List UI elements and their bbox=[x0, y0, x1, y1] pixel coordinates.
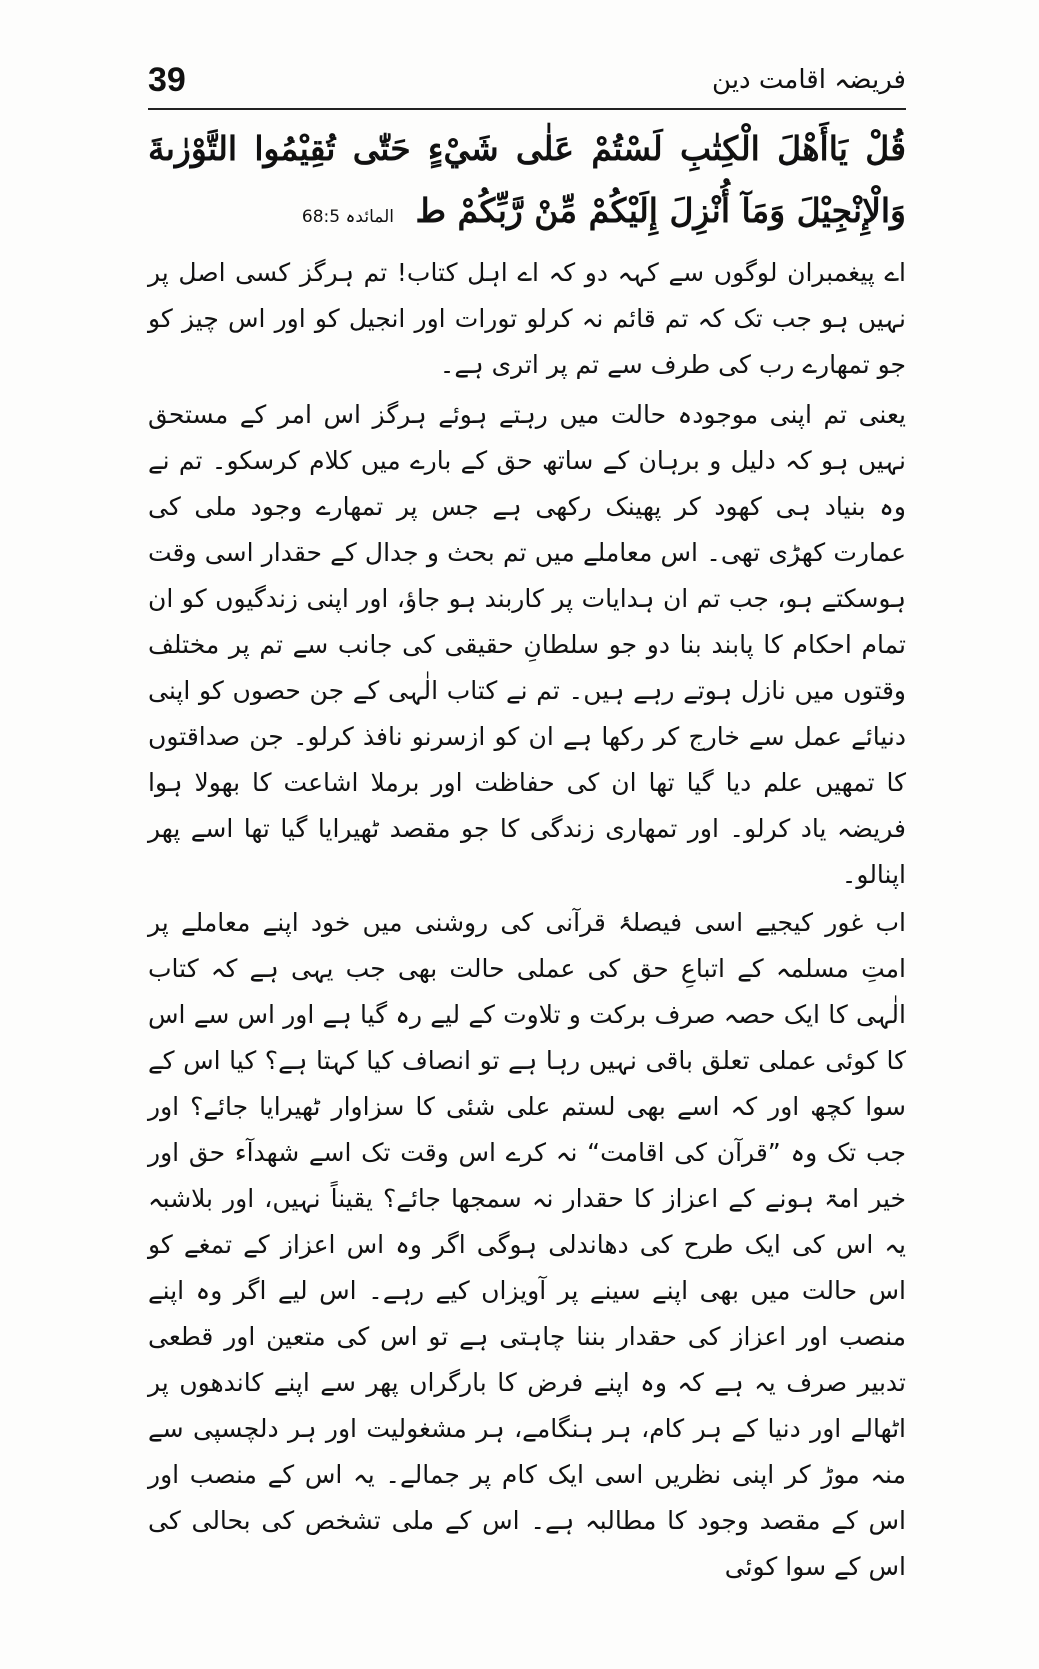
page-header bbox=[148, 58, 906, 108]
verse-arabic: قُلْ يَاأَهْلَ الْكِتٰبِ لَسْتُمْ عَلٰى شَيْءٍ حَتّٰى تُقِيْمُوا التَّوْرٰىةَ وَالْإِنْجِيْلَ وَمَآ أُنْزِلَ إِلَيْكُمْ مِّنْ رَّبِّكُمْ ط bbox=[148, 129, 906, 230]
paragraph-reflection: اب غور کیجیے اسی فیصلۂ قرآنی کی روشنی میں خود اپنے معاملے پر امتِ مسلمہ کے اتباعِ حق کی عملی حالت بھی جب یہی ہے کہ کتاب الٰہی کا ایک حصہ صرف برکت و تلاوت کے لیے رہ گیا ہے اور اس سے اس کا کوئی عملی تعلق باقی نہیں رہا ہے تو انصاف کیا کہتا ہے؟ کیا اس کے سوا کچھ اور کہ اسے بھی لستم علی شئی کا سزاوار ٹھیرایا جائے؟ اور جب تک وہ ”قرآن کی اقامت“ نہ کرے اس وقت تک اسے شھدآء حق اور خیر امۃ ہونے کے اعزاز کا حقدار نہ سمجھا جائے؟ یقیناً نہیں، اور بلاشبہ یہ اس کی ایک طرح کی دھاندلی ہوگی اگر وہ اس اعزاز کے تمغے کو اس حالت میں بھی اپنے سینے پر آویزاں کیے رہے۔ اس لیے اگر وہ اپنے منصب اور اعزاز کی حقدار بننا چاہتی ہے تو اس کی متعین اور قطعی تدبیر صرف یہ ہے کہ وہ اپنے فرض کا بارگراں پھر سے اپنے کاندھوں پر اٹھالے اور دنیا کے ہر کام، ہر ہنگامے، ہر مشغولیت اور ہر دلچسپی سے منہ موڑ کر اپنی نظریں اسی ایک کام پر جمالے۔ یہ اس کے منصب اور اس کے مقصد وجود کا مطالبہ ہے۔ اس کے ملی تشخص کی بحالی کی اس کے سوا کوئی bbox=[148, 908, 906, 1581]
body-text bbox=[148, 250, 906, 1590]
paragraph-explanation: یعنی تم اپنی موجودہ حالت میں رہتے ہوئے ہرگز اس امر کے مستحق نہیں ہو کہ دلیل و برہان کے ساتھ حق کے بارے میں کلام کرسکو۔ تم نے وہ بنیاد ہی کھود کر پھینک رکھی ہے جس پر تمھارے وجود ملی کی عمارت کھڑی تھی۔ اس معاملے میں تم بحث و جدال کے حقدار اسی وقت ہوسکتے ہو، جب تم ان ہدایات پر کاربند ہو جاؤ، اور اپنی زندگیوں کو ان تمام احکام کا پابند بنا دو جو سلطانِ حقیقی کی جانب سے تم پر مختلف وقتوں میں نازل ہوتے رہے ہیں۔ تم نے کتاب الٰہی کے جن حصوں کو اپنی دنیائے عمل سے خارج کر رکھا ہے ان کو ازسرنو نافذ کرلو۔ جن صداقتوں کا تمھیں علم دیا گیا تھا ان کی حفاظت اور برملا اشاعت کا بھولا ہوا فریضہ یاد کرلو۔ اور تمھاری زندگی کا جو مقصد ٹھیرایا گیا تھا اسے پھر اپنالو۔ bbox=[148, 400, 906, 889]
verse-reference: المائدہ 68:5 bbox=[301, 207, 394, 227]
quran-verse bbox=[148, 118, 906, 248]
header-rule bbox=[148, 108, 906, 110]
paragraph-translation: اے پیغمبران لوگوں سے کہہ دو کہ اے اہل کتاب! تم ہرگز کسی اصل پر نہیں ہو جب تک کہ تم قائم نہ کرلو تورات اور انجیل کو اور اس چیز کو جو تمھارے رب کی طرف سے تم پر اتری ہے۔ bbox=[148, 258, 906, 379]
running-title: فریضہ اقامت دین bbox=[712, 65, 906, 95]
page-number: 39 bbox=[148, 61, 186, 99]
